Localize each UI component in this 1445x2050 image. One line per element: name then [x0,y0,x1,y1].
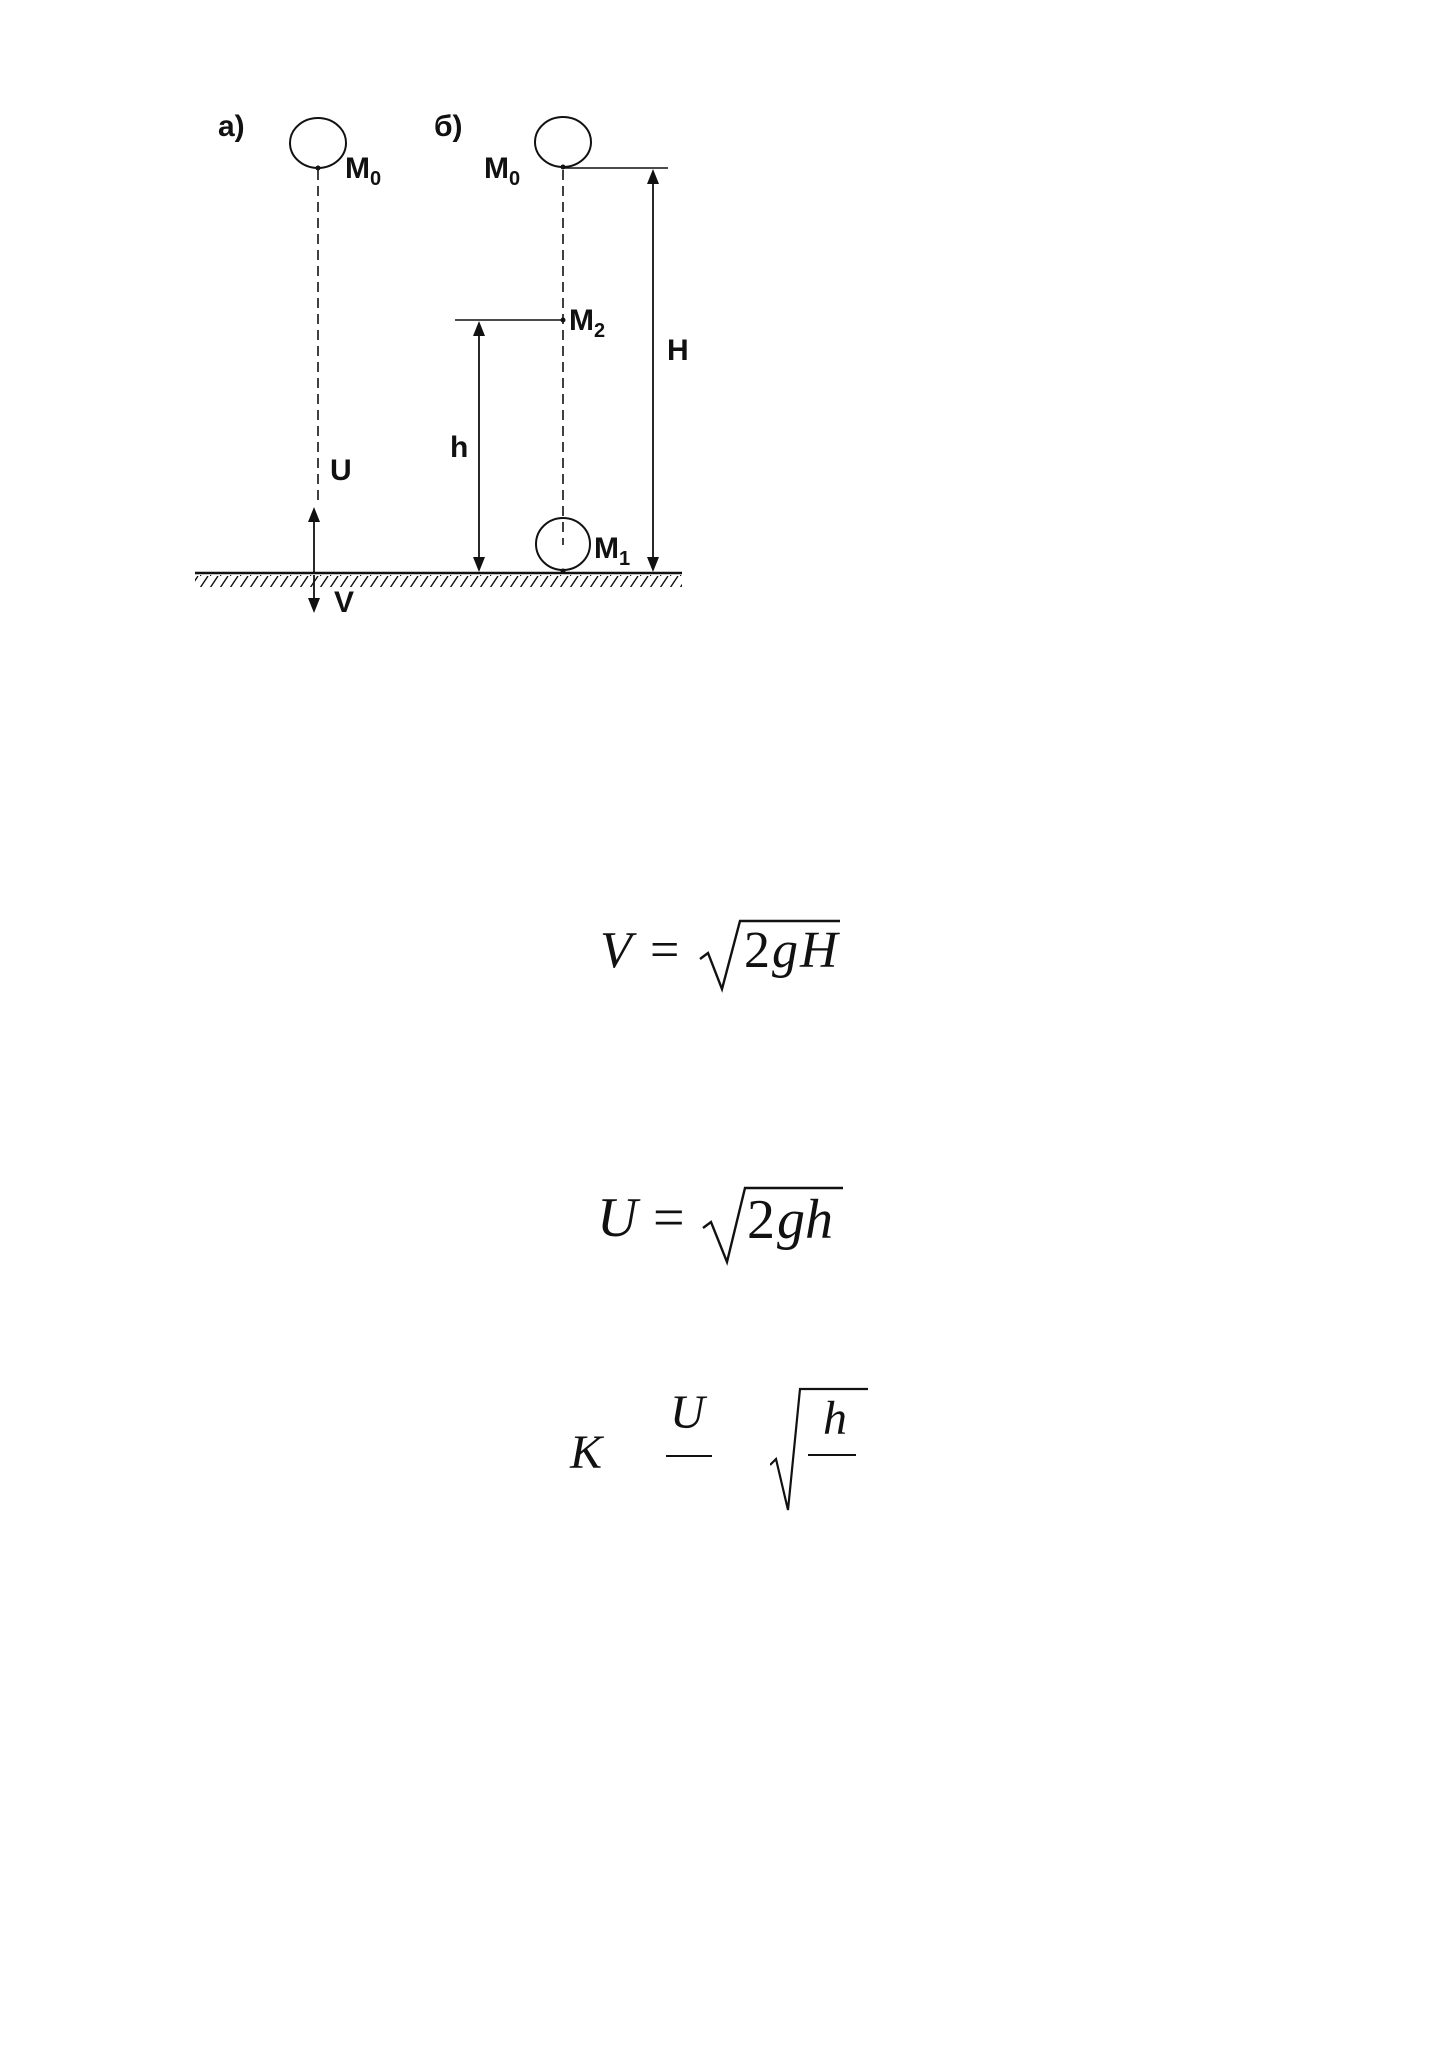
fraction-bar-k [666,1452,726,1462]
label-b-m1: $M_1$ [594,532,631,570]
formula-v-num: 2 [744,922,770,979]
formula-v-eq: = [650,922,680,979]
ground [195,573,682,587]
height-h-label: h [450,431,469,464]
formula-v-lhs: V [600,922,632,979]
formula-u [597,1180,847,1270]
label-a-m0: $M_0$ [345,152,382,190]
panel-a [218,110,381,619]
velocity-v-label: V [334,586,355,619]
formula-u-var: h [805,1189,833,1251]
formula-v-g: g [772,922,798,979]
formula-u-eq: = [653,1187,685,1249]
formula-k-root-num: h [823,1392,847,1445]
label-b-m0: $M_0$ [484,152,521,190]
formula-u-lhs: U [597,1187,638,1249]
fall-rebound-diagram [0,0,1445,700]
panel-b [434,110,689,574]
formula-k-frac-num: U [670,1386,705,1439]
formula-u-g: g [777,1189,805,1251]
formula-v-var: H [800,922,838,979]
ball-a-m0 [290,118,346,168]
point-b-m1 [561,569,566,574]
point-a-m0 [316,166,321,171]
panel-b-label: б) [434,110,463,143]
formula-k-lhs: K [570,1426,603,1479]
formula-v [600,915,850,995]
ball-b-m0 [535,117,591,167]
formula-k [570,1385,870,1515]
panel-a-label: а) [218,110,245,143]
velocity-u-label: U [330,454,352,487]
formula-u-num: 2 [747,1189,775,1251]
height-H-label: H [667,334,689,367]
label-b-m2: $M_2$ [569,304,606,342]
